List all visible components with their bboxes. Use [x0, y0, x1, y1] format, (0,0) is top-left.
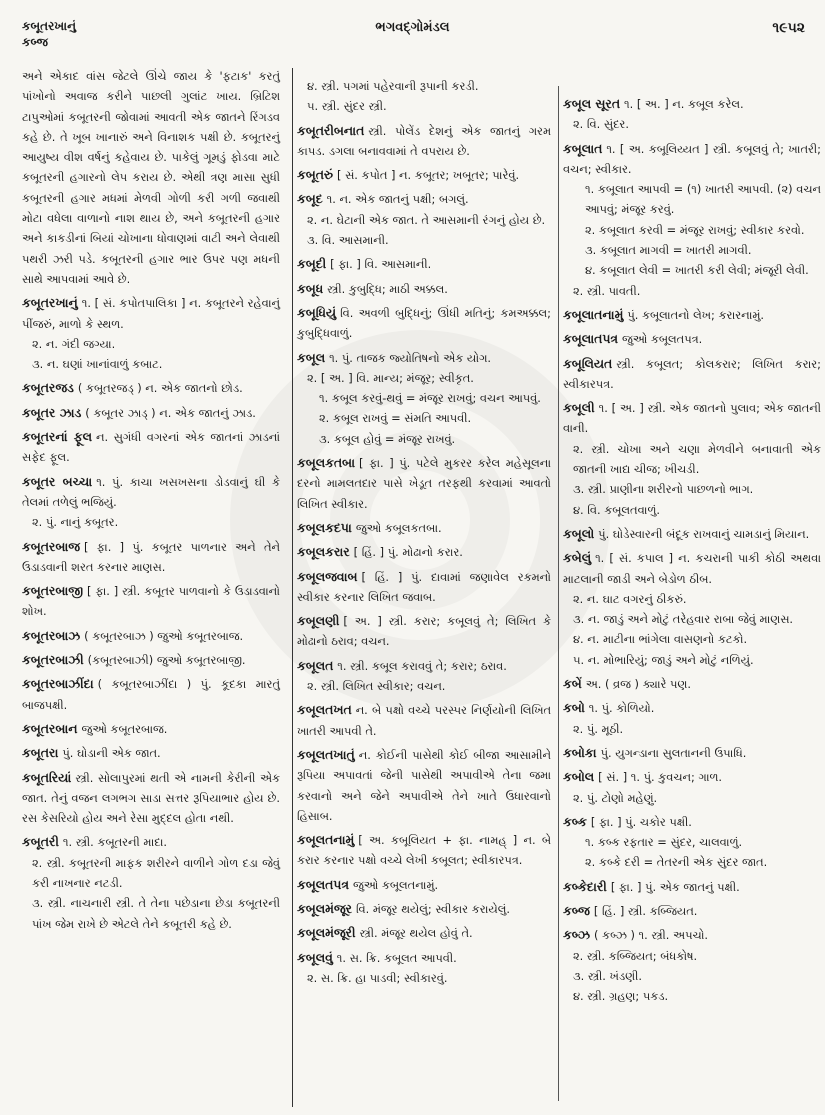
- definition: [ હિં. ] સ્ત્રી. કબ્જિયત.: [593, 903, 698, 918]
- entry-sense: ૪. વિ. કબૂલતવાળું.: [573, 502, 660, 517]
- dictionary-entry: [563, 674, 821, 694]
- dictionary-entry: [563, 94, 821, 135]
- entry-main-line: [563, 743, 821, 763]
- headword: કબૂલાત: [563, 140, 603, 156]
- headword: કબૂતરબાઝ: [22, 627, 81, 643]
- headword: કબૂલવું: [297, 949, 333, 965]
- dictionary-entry: [297, 279, 551, 299]
- dictionary-entry: [22, 378, 280, 398]
- dictionary-entry: [297, 518, 551, 538]
- dictionary-entry: [297, 875, 551, 895]
- entry-main-line: [22, 378, 280, 398]
- definition: વિ. મંજૂર થયેલું; સ્વીકાર કરાયેલું.: [355, 901, 510, 916]
- entry-main-line: [563, 329, 821, 349]
- definition: [ સં. ] ૧. પું. કુવચન; ગાળ.: [598, 770, 723, 785]
- dictionary-entry: [22, 768, 280, 829]
- dictionary-entry: [22, 674, 280, 715]
- dictionary-entry: [22, 581, 280, 622]
- headword: કબૂલ: [297, 349, 326, 365]
- dictionary-entry: [22, 403, 280, 423]
- entry-main-line: [563, 925, 821, 945]
- dictionary-entry: [563, 925, 821, 1006]
- definition: ૧. [ સં. કપાલ ] ન. કચરાની પાકી કોઠી અથવા માટલાની જાડી અને બેડોળ ઠીબ.: [563, 551, 821, 586]
- definition: ૧. સ. ક્રિ. કબૂલત આપવી.: [336, 950, 457, 965]
- entry-sense: ૩. ન. ઘણાં ખાનાંવાળું કબાટ.: [32, 357, 163, 372]
- idiom-phrase: ૧. કબૂલાત આપવી = (૧) ખાતરી આપવી. (૨) વચન આપવું; મંજૂર કરવું.: [585, 182, 821, 217]
- definition: ૧. પું. કાચા ખસખસના ડોડવાનું ઘી કે તેલમાં તળેલું ભજિયું.: [22, 474, 280, 509]
- idiom-phrase: ૨. કબૂલ રાખવું = સંમતિ આપવી.: [319, 411, 472, 426]
- idiom-phrase: ૩. કબૂલ હોવું = મંજૂર રાખવું.: [319, 431, 456, 446]
- entry-sense: ૨. સ્ત્રી. કબ્જિયત; બંધકોષ.: [573, 948, 698, 963]
- headword: કબૂલત: [297, 657, 334, 673]
- entry-main-line: [22, 403, 280, 423]
- headword: કબૂતરનાં ફૂલ: [22, 429, 92, 445]
- dictionary-entry: [297, 656, 551, 697]
- headword: કબૂલો: [563, 525, 595, 541]
- definition: પું. ઘોડેસ્વારની બંદૂક રાખવાનું ચામડાનું મિયાન.: [598, 526, 810, 541]
- entry-sense: ૪. ન. માટીના ભાંગેલા વાસણનો કટકો.: [573, 632, 748, 647]
- headword: કબૂતરખાનું: [22, 295, 78, 311]
- definition: પું. યુગન્ડાના સુલતાનની ઉપાધિ.: [600, 745, 747, 760]
- dictionary-entry: [297, 348, 551, 449]
- entry-main-line: [563, 398, 821, 439]
- entry-continuation: અને એકાદ વાંસ જેટલે ઊંચે જાય કે 'ફટાક' કરતું પાંખોનો અવાજ કરીને પાછલી ગુલાંટ ખાય. બ્રિટિશ ટાપુઓમાં કબૂતરની જોવામાં આવતી એક જાતને રિંગડવ કહે છે. તે ખૂબ ખાનારું અને વિનાશક પક્ષી છે. કબૂતરનું આયુષ્ય વીશ વર્ષનું કહેવાય છે. પાકેલું ગૂમડું ફોડવા માટે કબૂતરની હગારનો લેપ કરાય છે. એથી ત્રણ માસા સુધી કબૂતરની હગાર મધમાં મેળવી ગોળી કરી ગળી જવાથી મોટા વધેલા વાળાનો નાશ થાય છે, અને કબૂતરની હગાર અને કાકડીનાં બિયાં ચોખાના ધોવાણમાં વાટી અને લેવાથી પથરી ઝરી પડે. કબૂતરની હગાર ભાર ઉપર પણ મધની સાથે આપવામાં આવે છે.: [22, 69, 280, 286]
- headword: કબૂતરજડ: [22, 380, 74, 396]
- entry-sense: ૨. પું. નાનું કબૂતર.: [32, 515, 119, 530]
- entry-sense: ૫. સ્ત્રી. સુંદર સ્ત્રી.: [307, 99, 387, 114]
- entry-main-line: [563, 548, 821, 589]
- definition: સ્ત્રી. કબૂલત; કોલકરાર; લિખિત કરાર; સ્વીકારપત્ર.: [563, 356, 821, 391]
- headword: કબૂતરિયાં: [22, 769, 72, 785]
- definition: ૧. [ અ. ] સ્ત્રી. એક જાતનો પુલાવ; એક જાતની વાની.: [563, 401, 821, 436]
- entry-sense: ૩. વિ. આસમાની.: [307, 233, 389, 248]
- entry-main-line: [563, 698, 821, 718]
- dictionary-entry: [22, 743, 280, 763]
- definition: ૧. [ અ. ] ન. કબૂલ કરેલ.: [624, 97, 744, 111]
- entry-main-line: [297, 745, 551, 826]
- entry-main-line: [297, 453, 551, 514]
- definition: ( કબૂતરજડ્ ) ન. એક જાતનો છોડ.: [77, 381, 243, 396]
- entry-sense: ૫. ન. મોભારિયું; જાડું અને મોટું નળિયું.: [573, 652, 754, 667]
- headword: કબૂલાતનામું: [563, 306, 624, 322]
- dictionary-entry: [297, 121, 551, 162]
- entry-main-line: [563, 305, 821, 325]
- column-2: [292, 68, 551, 1107]
- definition: ૧. [ અ. કબૂલિય્યત ] સ્ત્રી. કબૂલવું તે; ખાતરી; વચન; સ્વીકાર.: [563, 141, 821, 176]
- headword: કબૂલજવાબ: [297, 568, 358, 584]
- dictionary-entry: [297, 76, 551, 117]
- headword: કબ્ક: [563, 813, 587, 829]
- headword: કબૂલકદપા: [297, 519, 352, 535]
- definition: પું. કબૂલાતનો લેખ; કરારનામું.: [627, 307, 765, 322]
- headword: કબૂલમંજૂર: [297, 900, 352, 916]
- dictionary-entry: [563, 698, 821, 739]
- headword: કબોકા: [563, 744, 597, 760]
- dictionary-entry: [563, 743, 821, 763]
- headword: કબૂલ સૂરત: [563, 96, 621, 111]
- entry-main-line: [563, 901, 821, 921]
- entry-main-line: [297, 611, 551, 652]
- headword: કબૂદ: [297, 191, 323, 207]
- page-header: [0, 0, 825, 56]
- entry-sense: ૨. પું. ટોણો મહેણું.: [573, 790, 658, 805]
- entry-main-line: [22, 650, 280, 670]
- column-3: [558, 86, 821, 1101]
- dictionary-entry: [563, 398, 821, 520]
- definition: ૧. [ સં. કપોતપાલિકા ] ન. કબૂતરને રહેવાનું પીંજરું, માળો કે સ્થળ.: [22, 296, 280, 331]
- dictionary-entry: [297, 567, 551, 608]
- dictionary-entry: [22, 472, 280, 533]
- headword: કબૂતરા: [22, 745, 59, 761]
- headword: કબેં: [563, 676, 582, 692]
- entry-main-line: [22, 537, 280, 578]
- headword: કબૂદી: [297, 256, 327, 272]
- headword: કબૂલણી: [297, 613, 340, 629]
- dictionary-entry: [22, 719, 280, 739]
- headword: કબૂલકરાર: [297, 544, 350, 560]
- entry-sense: ૨. પું. મૂઠી.: [573, 721, 624, 736]
- definition: ( કબૂતરબાઝીંદા ) પું. કૂદકા મારતું બાજપક્ષી.: [22, 677, 280, 712]
- definition: [ અ. કબૂલિયત + ફા. નામહ્ ] ન. બે કરાર કરનાર પક્ષો વચ્ચે લેખી કબૂલત; સ્વીકારપત્ર.: [297, 833, 551, 868]
- definition: [ ફા. ] પું. એક જાતનું પક્ષી.: [610, 879, 740, 894]
- entry-main-line: [297, 875, 551, 895]
- headword: કબૂતર ઝાડ: [22, 404, 82, 420]
- definition: [ ફા. ] વિ. આસમાની.: [330, 257, 432, 272]
- dictionary-entry: [22, 650, 280, 670]
- dictionary-entry: [22, 293, 280, 374]
- dictionary-entry: [563, 877, 821, 897]
- entry-main-line: [297, 303, 551, 344]
- headword: કબૂલાતપત્ર: [563, 331, 618, 347]
- headword: કબૂલતખાતું: [297, 746, 355, 762]
- dictionary-entry: [297, 899, 551, 919]
- entry-main-line: [297, 948, 551, 968]
- definition: ૧. સ્ત્રી. કબૂલ કરાવવું તે; કરાર; ઠરાવ.: [337, 658, 507, 673]
- idiom-phrase: ૩. કબૂલાત માગવી = ખાતરી માગવી.: [585, 243, 752, 258]
- idiom-phrase: ૧. કબૂલ કરવું-થવું = મંજૂર રાખવું; વચન આપવું.: [319, 391, 541, 406]
- dictionary-entry: [563, 139, 821, 301]
- dictionary-entry: [563, 901, 821, 921]
- definition: [ ફા. ] પું. પટેલે મુકરર કરેલ મહેસૂલના દરનો મામલતદાર પાસે ખેડૂત તરફથી કરવામાં આવતો લિખિત સ્વીકાર.: [297, 456, 551, 511]
- dictionary-entry: [297, 254, 551, 274]
- dictionary-entry: [563, 812, 821, 873]
- headword: કબૂલી: [563, 400, 595, 416]
- idiom-phrase: ૧. કબ્ક રફતાર = સુંદર, ચાલવાળું.: [585, 835, 743, 850]
- entry-sense: ૨. વિ. સુંદર.: [573, 117, 629, 132]
- definition: અ. ( વ્રજ ) ક્યારે પણ.: [585, 677, 691, 692]
- entry-main-line: [563, 767, 821, 787]
- entry-main-line: [297, 567, 551, 608]
- entry-sense: ૨. સ્ત્રી. કબૂતરની માફક શરીરને વાળીને ગોળ દડા જેવું કરી નાખનાર નટડી.: [32, 855, 280, 890]
- definition: જુઓ કબૂતરબાજ.: [81, 721, 168, 736]
- definition: સ્ત્રી. પોલેંડ દેશનું એક જાતનું ગરમ કાપડ. ડગલા બનાવવામાં તે વપરાય છે.: [297, 123, 551, 158]
- entry-main-line: [297, 923, 551, 943]
- definition: ૧. ન. એક જાતનું પક્ષી; બગલું.: [326, 192, 469, 207]
- entry-sense: ૩. સ્ત્રી. પ્રાણીના શરીરનો પાછળનો ભાગ.: [573, 482, 754, 497]
- dictionary-entry: [22, 427, 280, 468]
- dictionary-entry: [297, 303, 551, 344]
- entry-sense: ૨. સ્ત્રી. પાવતી.: [573, 283, 641, 298]
- entry-main-line: [297, 656, 551, 676]
- dictionary-entry: [22, 537, 280, 578]
- definition: ન. બે પક્ષો વચ્ચે પરસ્પર નિર્ણયોની લિખિત ખાતરી આપવી તે.: [297, 703, 551, 738]
- headword: કબૂતરબાઝીંદા: [22, 676, 94, 692]
- dictionary-entry: [22, 626, 280, 646]
- definition: [ સં. કપોત ] ન. કબૂતર; ખબૂતર; પારેવું.: [337, 168, 520, 183]
- dictionary-entry: [297, 923, 551, 943]
- entry-sense: ૨. ન. ઘાટ વગરનું ઠીકરું.: [573, 591, 687, 606]
- headword: કબૂધ: [297, 280, 324, 296]
- headword: કબૂતરીબનાત: [297, 122, 365, 138]
- definition: ( કબૂતરબાઝ ) જુઓ કબૂતરબાજ.: [84, 628, 244, 643]
- entry-main-line: [563, 524, 821, 544]
- headword: કબૂલમંજૂરી: [297, 925, 356, 941]
- definition: ન. કોઈની પાસેથી કોઈ બીજા આસામીને રૂપિયા અપાવતાં જેની પાસેથી અપાવીએ તેના જમા કરવાનો અને જેને અપાવીએ તેને ખાતે ઉધારવાનો હિસાબ.: [297, 747, 551, 823]
- idiom-phrase: ૨. કબૂલાત કરવી = મંજૂર રાખવું; સ્વીકાર કરવો.: [585, 222, 805, 237]
- definition: [ હિં. ] પું. મોઢાનો કરાર.: [353, 545, 463, 560]
- entry-sense: ૨. સ્ત્રી. ચોખા અને ચણા મેળવીને બનાવાતી એક જાતની ખાદ્ય ચીજ; ખીચડી.: [573, 441, 821, 477]
- page-number: ૧૯૫૨: [772, 20, 805, 36]
- headword: કબૂધિયું: [297, 304, 337, 320]
- entry-sense: ૨. [ અ. ] વિ. માન્ય; મંજૂર; સ્વીકૃત.: [307, 370, 474, 385]
- entry-main-line: [297, 279, 551, 299]
- entry-main-line: [297, 518, 551, 538]
- headword: કબૂલતનામું: [297, 832, 355, 848]
- dictionary-entry: [297, 453, 551, 514]
- definition: ( કબૂતર ઝાડ્ ) ન. એક જાતનું ઝાડ.: [85, 405, 256, 420]
- headword: કબૂતરબાજી: [22, 583, 83, 599]
- definition: સ્ત્રી. સોલાપુરમાં થતી એ નામની કેરીની એક જાત. તેનું વજન લગભગ સાડા સત્તર રૂપિયાભાર હોય છે. રસ કેસરિયો હોય અને રેસા મુદ્દલ હોતા નથી.: [22, 770, 280, 826]
- definition: ( કબ્ઝ ) ૧. સ્ત્રી. અપચો.: [593, 928, 709, 943]
- headword: કબૂલતખત: [297, 702, 352, 718]
- entry-main-line: [297, 121, 551, 162]
- definition: સ્ત્રી. મંજૂર થયેલ હોવું તે.: [359, 926, 473, 941]
- dictionary-entry: [297, 542, 551, 562]
- dictionary-entry: [297, 745, 551, 826]
- entry-sense: ૩. સ્ત્રી. ખંડણી.: [573, 968, 642, 983]
- dictionary-entry: [563, 354, 821, 395]
- entry-main-line: [297, 542, 551, 562]
- definition: ૧. પું. તાજક જ્યોતિષનો એક યોગ.: [329, 350, 492, 365]
- definition: [ ફા. ] સ્ત્રી. કબૂતર પાળવાનો કે ઉડાડવાનો શોખ.: [22, 584, 280, 619]
- headword: કબ્ઝ: [563, 927, 590, 943]
- headword: કબ્કેદારી: [563, 878, 607, 894]
- entry-main-line: [297, 348, 551, 368]
- entry-sense: ૨. સ. ક્રિ. હા પાડવી; સ્વીકારવું.: [307, 970, 448, 985]
- definition: જુઓ કબૂલતપત્ર.: [621, 332, 703, 347]
- entry-sense: ૨. ન. ઘેટાની એક જાત. તે આસમાની રંગનું હોય છે.: [307, 212, 546, 227]
- dictionary-entry: [297, 948, 551, 989]
- entry-main-line: [297, 899, 551, 919]
- entry-sense: ૩. સ્ત્રી. નાચનારી સ્ત્રી. તે તેના પછેડાના છેડા કબૂતરની પાંખ જેમ રાખે છે એટલે તેને કબૂતરી કહે છે.: [32, 896, 280, 931]
- entry-main-line: [297, 165, 551, 185]
- definition: જુઓ કબૂલકતબા.: [355, 520, 442, 535]
- headword: કબૂતરબાજ: [22, 538, 81, 554]
- entry-main-line: [563, 94, 821, 114]
- definition: ન. સુગંધી વગરનાં એક જાતનાં ઝાડનાં સફેદ ફૂલ.: [22, 430, 280, 465]
- dictionary-entry: [297, 830, 551, 871]
- column-1: [22, 58, 280, 1103]
- dictionary-entry: [563, 767, 821, 808]
- entry-main-line: [22, 626, 280, 646]
- headword: કબૂલતપત્ર: [297, 876, 349, 892]
- entry-main-line: [563, 812, 821, 832]
- definition: ૧. સ્ત્રી. કબૂતરની માદા.: [62, 835, 168, 850]
- entry-sense: ૩. ન. જાડું અને મોટું તરેહવાર રાબા જેવું માણસ.: [573, 612, 794, 627]
- entry-sense: ૪. સ્ત્રી. ગ્રહણ; પકડ.: [573, 989, 669, 1004]
- entry-main-line: [563, 877, 821, 897]
- headword: કબૂતરી: [22, 834, 59, 850]
- dictionary-entry: [22, 66, 280, 289]
- entry-main-line: [563, 674, 821, 694]
- guide-word-first: કબૂતરખાનું: [22, 19, 77, 33]
- dictionary-entry: [563, 524, 821, 544]
- headword: કબેલું: [563, 550, 592, 566]
- dictionary-entry: [22, 832, 280, 933]
- headword: કબૂલિયત: [563, 355, 613, 371]
- entry-main-line: [22, 293, 280, 334]
- idiom-phrase: ૨. કબ્કે દરી = તેતરની એક સુંદર જાત.: [585, 855, 768, 870]
- entry-main-line: [297, 254, 551, 274]
- guide-word-last: કબ્જ: [22, 35, 49, 49]
- dictionary-entry: [563, 548, 821, 670]
- headword: કબોલ: [563, 769, 595, 785]
- definition: સ્ત્રી. કુબુદ્ધિ; માઠી અક્કલ.: [327, 281, 448, 296]
- idiom-phrase: ૪. કબૂલાત લેવી = ખાતરી કરી લેવી; મંજૂરી લેવી.: [585, 263, 809, 278]
- dictionary-entry: [297, 165, 551, 185]
- definition: (કબૂતરબાઝી) જુઓ કબૂતરબાજી.: [87, 653, 246, 668]
- entry-main-line: [297, 189, 551, 209]
- headword: કબો: [563, 700, 585, 716]
- dictionary-title: ભગવદ્ગોમંડલ: [375, 20, 450, 35]
- headword: કબ્જ: [563, 902, 590, 918]
- entry-main-line: [297, 830, 551, 871]
- entry-sense: ૨. ન. ગંદી જગ્યા.: [32, 336, 116, 351]
- definition: પું. ઘોડાની એક જાત.: [62, 746, 161, 761]
- headword: કબૂતરબાઝી: [22, 652, 84, 668]
- definition: [ ફા. ] પું. ચકોર પક્ષી.: [590, 814, 692, 829]
- entry-main-line: [563, 139, 821, 180]
- headword: કબૂતરું: [297, 167, 333, 183]
- dictionary-entry: [297, 611, 551, 652]
- entry-main-line: [22, 719, 280, 739]
- entry-main-line: [297, 700, 551, 741]
- dictionary-entry: [563, 329, 821, 349]
- dictionary-entry: [297, 189, 551, 250]
- definition: [ હિં. ] પું. દાવામાં જણાવેલ રકમનો સ્વીકાર કરનાર લિખિત જવાબ.: [297, 569, 551, 604]
- definition: [ અ. ] સ્ત્રી. કરાર; કબૂલવું તે; લિખિત કે મોઢાનો ઠરાવ; વચન.: [297, 614, 551, 649]
- entry-main-line: [22, 472, 280, 513]
- headword: કબૂતરબાન: [22, 720, 78, 736]
- definition: જુઓ કબૂલતનામું.: [352, 877, 439, 892]
- entry-main-line: [563, 354, 821, 395]
- entry-sense: ૨. સ્ત્રી. લિખિત સ્વીકાર; વચન.: [307, 679, 446, 694]
- entry-sense: ૪. સ્ત્રી. પગમાં પહેરવાની રૂપાની કરડી.: [307, 79, 479, 93]
- entry-main-line: [22, 674, 280, 715]
- entry-main-line: [22, 832, 280, 852]
- definition: ૧. પું. કોળિયો.: [588, 701, 655, 716]
- entry-main-line: [22, 427, 280, 468]
- entry-main-line: [22, 581, 280, 622]
- definition: [ ફા. ] પું. કબૂતર પાળનાર અને તેને ઉડાડવાની શરત કરનાર માણસ.: [22, 539, 280, 574]
- dictionary-entry: [563, 305, 821, 325]
- definition: વિ. અવળી બુદ્ધિનું; ઊંધી મતિનું; કમઅક્કલ; કુબુદ્ધિવાળું.: [297, 305, 551, 341]
- entry-main-line: [22, 743, 280, 763]
- headword: કબૂતર બચ્ચા: [22, 473, 93, 489]
- dictionary-entry: [297, 700, 551, 741]
- entry-main-line: [22, 768, 280, 829]
- headword: કબૂલકતબા: [297, 455, 356, 471]
